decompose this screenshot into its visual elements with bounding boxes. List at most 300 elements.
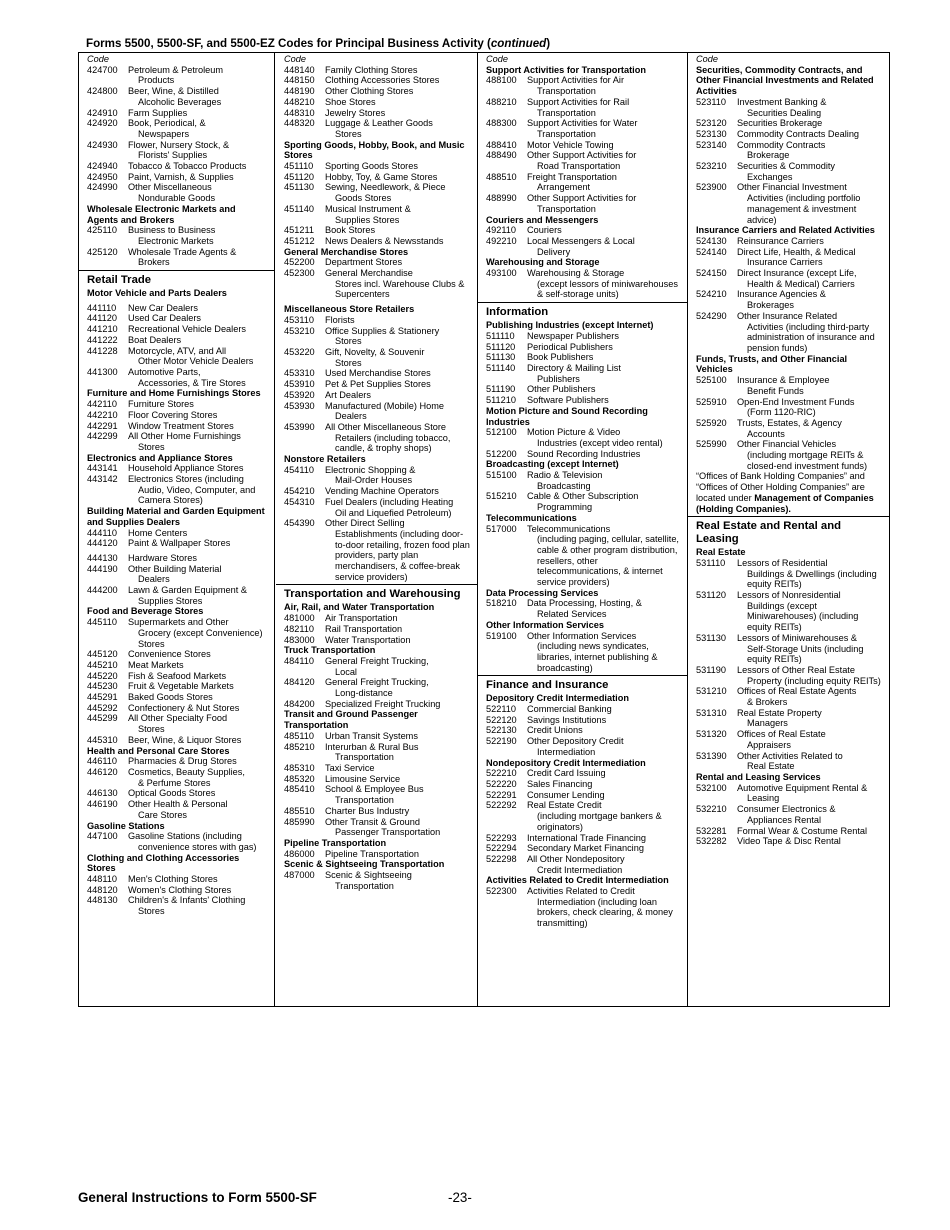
naics-code: 522120 (486, 714, 517, 725)
naics-code: 445120 (87, 649, 118, 660)
description-first-line: Software Publishers (527, 395, 609, 406)
subsector-heading: Health and Personal Care Stores (87, 745, 230, 756)
naics-code: 453910 (284, 379, 315, 390)
naics-code: 441210 (87, 324, 118, 335)
description-first-line: Trusts, Estates, & Agency (737, 417, 842, 428)
activity-description (527, 704, 681, 715)
naics-code: 517000 (486, 523, 517, 534)
naics-code: 441110 (87, 302, 117, 313)
description-first-line: Jewelry Stores (325, 107, 386, 118)
code-entry (284, 257, 471, 268)
description-first-line: Investment Banking & (737, 96, 827, 107)
code-entry (486, 75, 681, 96)
code-entry (87, 649, 268, 660)
page-number: -23- (448, 1190, 472, 1205)
subsector-heading: Sporting Goods, Hobby, Book, and Music Stores (284, 139, 465, 161)
description-continuation: Dealers (138, 574, 170, 585)
code-entry (696, 633, 885, 665)
naics-code: 442210 (87, 409, 118, 420)
naics-code: 447100 (87, 831, 118, 842)
code-entry (486, 736, 681, 757)
code-entry (87, 474, 268, 506)
naics-code: 451110 (284, 161, 314, 172)
activity-description (325, 379, 471, 390)
description-continuation: (including mortgage bankers & originators) (537, 811, 662, 832)
activity-description (527, 779, 681, 790)
description-first-line: Book, Periodical, & (128, 118, 206, 129)
naics-code: 522292 (486, 800, 517, 811)
description-first-line: Gasoline Stations (including (128, 831, 242, 842)
description-first-line: Lawn & Garden Equipment & (128, 585, 247, 596)
activity-description (737, 161, 885, 182)
description-first-line: Motorcycle, ATV, and All (128, 345, 227, 356)
naics-code: 522110 (486, 704, 516, 715)
activity-description (128, 735, 268, 746)
code-entry (87, 564, 268, 585)
subsector-heading: Furniture and Home Furnishings Stores (87, 388, 261, 399)
naics-code: 485320 (284, 773, 315, 784)
naics-code: 488490 (486, 150, 517, 161)
code-entry (87, 463, 268, 474)
description-first-line: Other Health & Personal (128, 799, 228, 810)
naics-code: 485410 (284, 784, 315, 795)
description-first-line: Other Depository Credit (527, 736, 624, 747)
activity-description (325, 108, 471, 119)
naics-code: 512200 (486, 448, 517, 459)
description-continuation: Intermediation (537, 746, 596, 757)
description-continuation: Activities (including third-party administration of insurance and pension funds) (747, 321, 875, 353)
description-first-line: Open-End Investment Funds (737, 396, 855, 407)
description-continuation: Transportation (335, 880, 394, 891)
naics-code: 442291 (87, 420, 118, 431)
description-first-line: Florists (325, 314, 355, 325)
naics-code: 441222 (87, 334, 118, 345)
code-entry (87, 671, 268, 682)
description-continuation: Managers (747, 718, 788, 729)
description-first-line: Used Car Dealers (128, 313, 202, 324)
naics-code: 424910 (87, 107, 118, 118)
description-first-line: Wholesale Trade Agents & (128, 246, 237, 257)
description-first-line: News Dealers & Newsstands (325, 235, 444, 246)
description-continuation: Accounts (747, 428, 785, 439)
naics-code: 532210 (696, 804, 727, 815)
description-continuation: Real Estate (747, 761, 795, 772)
description-first-line: Meat Markets (128, 659, 184, 670)
title-continued: continued (490, 37, 547, 50)
naics-code: 448140 (284, 64, 315, 75)
naics-code: 446110 (87, 756, 117, 767)
code-entry (486, 833, 681, 844)
description-continuation: Florists' Supplies (138, 150, 208, 161)
naics-code: 511120 (486, 341, 516, 352)
code-entry (486, 150, 681, 171)
code-entry (284, 182, 471, 203)
code-entry (486, 449, 681, 460)
activity-description (128, 86, 268, 107)
activity-description (737, 118, 885, 129)
description-first-line: Offices of Real Estate (737, 729, 826, 740)
description-first-line: Department Stores (325, 257, 403, 268)
description-first-line: Art Dealers (325, 389, 371, 400)
activity-description (737, 804, 885, 825)
description-first-line: Electronic Shopping & (325, 464, 416, 475)
description-first-line: Commodity Contracts Dealing (737, 128, 860, 139)
description-continuation: Transportation (537, 107, 596, 118)
description-first-line: Insurance Agencies & (737, 289, 826, 300)
code-entry (87, 895, 268, 916)
naics-code: 448120 (87, 884, 118, 895)
code-entry (87, 335, 268, 346)
activity-description (527, 118, 681, 139)
activity-description (128, 346, 268, 367)
description-first-line: Taxi Service (325, 763, 375, 773)
activity-description (527, 225, 681, 236)
description-continuation: Health & Medical) Carriers (747, 278, 855, 289)
description-first-line: Consumer Electronics & (737, 804, 836, 815)
code-entry (87, 703, 268, 714)
activity-description (325, 774, 471, 785)
description-first-line: Other Insurance Related (737, 310, 838, 321)
code-entry (696, 418, 885, 439)
description-first-line: School & Employee Bus (325, 784, 424, 795)
naics-code: 488990 (486, 193, 517, 204)
description-first-line: Used Merchandise Stores (325, 368, 431, 379)
activity-description (737, 836, 885, 847)
description-first-line: Window Treatment Stores (128, 420, 234, 431)
naics-code: 515210 (486, 491, 517, 502)
description-continuation: Supplies Stores (138, 595, 203, 606)
activity-description (128, 410, 268, 421)
naics-code: 445310 (87, 734, 118, 745)
naics-code: 453310 (284, 368, 315, 379)
description-first-line: Manufactured (Mobile) Home (325, 400, 444, 411)
description-continuation: Delivery (537, 246, 571, 257)
code-entry (486, 236, 681, 257)
naics-code: 523140 (696, 139, 727, 150)
description-continuation: Stores (335, 336, 362, 347)
description-continuation: (including paging, cellular, satellite, cable & other program distribution, resellers, other telecommunications, & internet service providers) (537, 534, 679, 588)
activity-description (128, 335, 268, 346)
activity-description (325, 817, 471, 838)
code-entry (87, 182, 268, 203)
description-first-line: Urban Transit Systems (325, 730, 418, 741)
naics-code: 452300 (284, 268, 315, 279)
subsector-heading: Activities Related to Credit Intermediation (486, 875, 669, 886)
subsector-heading: Other Information Services (486, 619, 604, 630)
description-continuation: & Perfume Stores (138, 777, 211, 788)
activity-description (325, 315, 471, 326)
activity-description (128, 474, 268, 506)
code-entry (87, 528, 268, 539)
description-first-line: Boat Dealers (128, 334, 182, 345)
naics-code: 444120 (87, 538, 118, 549)
description-first-line: Lessors of Nonresidential (737, 590, 841, 601)
description-first-line: Cosmetics, Beauty Supplies, (128, 767, 245, 777)
description-continuation: Stores (335, 357, 362, 368)
description-continuation: Nondurable Goods (138, 193, 216, 204)
description-continuation: Care Stores (138, 809, 188, 820)
activity-description (325, 118, 471, 139)
description-continuation: Related Services (537, 609, 607, 620)
activity-description (737, 590, 885, 633)
title-close-paren: ) (546, 37, 551, 50)
naics-code: 522210 (486, 768, 517, 779)
description-continuation: Publishers (537, 373, 580, 384)
code-entry (696, 729, 885, 750)
naics-code: 522130 (486, 725, 517, 736)
code-entry (486, 342, 681, 353)
description-first-line: Credit Unions (527, 725, 583, 736)
activity-description (128, 767, 268, 788)
code-entry (486, 470, 681, 491)
description-first-line: Paint, Varnish, & Supplies (128, 171, 234, 182)
naics-code: 424930 (87, 139, 118, 150)
activity-description (128, 681, 268, 692)
description-first-line: Credit Card Issuing (527, 768, 606, 779)
code-entry (284, 613, 471, 624)
activity-description (737, 375, 885, 396)
activity-description (128, 431, 268, 452)
description-continuation: Leasing (747, 793, 780, 804)
activity-description (527, 631, 681, 674)
description-first-line: Recreational Vehicle Dealers (128, 324, 246, 335)
code-entry (284, 518, 471, 582)
code-entry (696, 751, 885, 772)
description-continuation: Benefit Funds (747, 385, 804, 396)
naics-code: 445210 (87, 659, 118, 670)
naics-code: 448190 (284, 86, 315, 97)
subsector-heading: Electronics and Appliance Stores (87, 452, 233, 463)
description-first-line: Flower, Nursery Stock, & (128, 139, 230, 150)
naics-code: 443141 (87, 463, 118, 474)
code-entry (696, 665, 885, 686)
code-entry (486, 598, 681, 619)
activity-description (128, 538, 268, 549)
code-entry (87, 756, 268, 767)
activity-description (527, 75, 681, 96)
activity-description (128, 118, 268, 139)
description-first-line: Sales Financing (527, 779, 593, 789)
description-first-line: Securities Brokerage (737, 118, 823, 129)
code-entry (486, 363, 681, 384)
code-entry (284, 486, 471, 497)
description-first-line: Motor Vehicle Towing (527, 139, 614, 150)
activity-description (527, 331, 681, 342)
description-continuation: (except lessors of miniwarehouses & self-storage units) (537, 278, 678, 300)
code-entry (486, 715, 681, 726)
activity-description (128, 421, 268, 432)
naics-code: 451130 (284, 182, 314, 193)
naics-code: 485990 (284, 816, 315, 827)
code-entry (284, 656, 471, 677)
naics-code: 454310 (284, 496, 315, 507)
code-entry (696, 268, 885, 289)
description-continuation: Establishments (including door-to-door retailing, frozen food plan providers, party plan merchandisers, & coffee-break service providers) (335, 528, 470, 582)
description-first-line: Business to Business (128, 225, 216, 236)
activity-description (737, 182, 885, 225)
description-first-line: Household Appliance Stores (128, 463, 244, 474)
code-entry (87, 324, 268, 335)
naics-code: 511190 (486, 384, 516, 395)
activity-description (128, 692, 268, 703)
description-first-line: All Other Specialty Food (128, 713, 228, 724)
naics-code: 486000 (284, 848, 315, 859)
description-continuation: Local (335, 666, 357, 677)
activity-description (737, 140, 885, 161)
activity-description (325, 870, 471, 891)
naics-code: 492110 (486, 225, 516, 236)
description-first-line: Lessors of Residential (737, 557, 828, 568)
note-bold-reference: Management of Companies (Holding Companies). (696, 492, 874, 514)
subsector-heading: Nonstore Retailers (284, 454, 366, 465)
subsector-heading: Gasoline Stations (87, 820, 165, 831)
description-continuation: Stores incl. Warehouse Clubs & Supercenters (335, 278, 465, 300)
naics-code: 453210 (284, 325, 315, 336)
activity-description (128, 885, 268, 896)
naics-code: 424700 (87, 64, 118, 75)
description-continuation: Transportation (335, 795, 394, 806)
naics-code: 531310 (696, 707, 727, 718)
description-first-line: Support Activities for Air (527, 75, 625, 86)
code-entry (87, 831, 268, 852)
code-entry (284, 731, 471, 742)
activity-description (128, 564, 268, 585)
naics-code: 523130 (696, 128, 727, 139)
naics-code: 448210 (284, 96, 315, 107)
description-continuation: Buildings & Dwellings (including equity REITs) (747, 568, 877, 590)
naics-code: 531190 (696, 664, 726, 675)
naics-code: 484120 (284, 677, 315, 688)
description-first-line: Securities & Commodity (737, 161, 836, 172)
activity-description (128, 799, 268, 820)
subsector-heading: Motion Picture and Sound Recording Industries (486, 405, 648, 427)
naics-code: 511110 (486, 330, 515, 341)
activity-description (527, 363, 681, 384)
naics-code: 483000 (284, 634, 315, 645)
description-first-line: Children's & Infants' Clothing (128, 895, 246, 906)
naics-code: 451212 (284, 235, 315, 246)
activity-description (128, 617, 268, 649)
naics-code: 442110 (87, 399, 117, 410)
naics-code: 425110 (87, 225, 117, 236)
description-first-line: All Other Home Furnishings (128, 431, 241, 442)
code-entry (486, 491, 681, 512)
code-entry (87, 346, 268, 367)
description-first-line: Reinsurance Carriers (737, 235, 824, 246)
naics-code: 454210 (284, 486, 315, 497)
description-continuation: Intermediation (including loan brokers, check clearing, & money transmitting) (537, 896, 673, 929)
description-continuation: Other Motor Vehicle Dealers (138, 356, 254, 367)
activity-description (737, 397, 885, 418)
naics-code: 445220 (87, 670, 118, 681)
description-first-line: Pet & Pet Supplies Stores (325, 379, 431, 390)
description-first-line: Book Publishers (527, 352, 594, 363)
description-continuation: Stores (335, 128, 362, 139)
code-entry (284, 268, 471, 300)
naics-code: 484200 (284, 698, 315, 709)
subsector-heading: Depository Credit Intermediation (486, 693, 629, 704)
naics-code: 446120 (87, 767, 118, 777)
description-first-line: Real Estate Property (737, 707, 822, 718)
naics-code: 446130 (87, 788, 118, 799)
code-entry (87, 225, 268, 246)
activity-description (527, 384, 681, 395)
naics-code: 453110 (284, 314, 314, 325)
activity-description (128, 788, 268, 799)
naics-code: 441300 (87, 366, 118, 377)
description-continuation: Transportation (537, 86, 596, 97)
activity-description (527, 172, 681, 193)
naics-code: 532100 (696, 782, 727, 793)
naics-code: 454110 (284, 464, 314, 475)
code-entry (284, 870, 471, 891)
description-continuation: Industries (except video rental) (537, 437, 663, 448)
activity-description (128, 324, 268, 335)
naics-code: 445292 (87, 702, 118, 713)
code-entry (87, 885, 268, 896)
naics-code: 522300 (486, 886, 517, 897)
activity-description (737, 633, 885, 665)
description-continuation: Electronic Markets (138, 235, 214, 246)
sector-heading: Transportation and Warehousing (276, 584, 477, 601)
naics-code: 448320 (284, 118, 315, 129)
description-first-line: Family Clothing Stores (325, 64, 418, 75)
naics-code: 453220 (284, 346, 315, 357)
code-entry (486, 779, 681, 790)
code-column-header: Code (696, 54, 718, 64)
naics-code: 442299 (87, 431, 118, 442)
activity-description (128, 161, 268, 172)
naics-code: 531120 (696, 590, 726, 601)
description-first-line: Hardware Stores (128, 552, 197, 563)
activity-description (325, 731, 471, 742)
naics-code: 451140 (284, 203, 314, 214)
code-entry (87, 799, 268, 820)
activity-description (325, 347, 471, 368)
description-first-line: Men's Clothing Stores (128, 874, 218, 885)
naics-code: 523120 (696, 118, 727, 129)
naics-code: 512100 (486, 427, 517, 438)
activity-description (527, 97, 681, 118)
activity-description (128, 367, 268, 388)
naics-code: 511130 (486, 352, 516, 363)
activity-description (527, 725, 681, 736)
description-continuation: & Brokers (747, 697, 788, 708)
description-first-line: Electronics Stores (including (128, 474, 244, 485)
subsector-heading: Scenic & Sightseeing Transportation (284, 859, 445, 870)
subsector-heading: Food and Beverage Stores (87, 606, 204, 617)
description-first-line: Commercial Banking (527, 704, 612, 715)
code-entry (486, 193, 681, 214)
footer-form-title: General Instructions to Form 5500-SF (78, 1190, 317, 1205)
activity-description (128, 303, 268, 314)
description-first-line: Musical Instrument & (325, 203, 411, 214)
code-entry (696, 397, 885, 418)
code-entry (486, 768, 681, 779)
code-entry (87, 681, 268, 692)
description-first-line: Savings Institutions (527, 714, 607, 725)
code-entry (486, 384, 681, 395)
description-first-line: Interurban & Rural Bus (325, 741, 419, 752)
description-first-line: Other Support Activities for (527, 150, 637, 161)
code-entry (486, 790, 681, 801)
description-first-line: Consumer Lending (527, 789, 605, 800)
description-first-line: Telecommunications (527, 523, 611, 534)
activity-description (737, 97, 885, 118)
code-entry (696, 708, 885, 729)
description-first-line: Farm Supplies (128, 107, 188, 118)
activity-description (325, 806, 471, 817)
